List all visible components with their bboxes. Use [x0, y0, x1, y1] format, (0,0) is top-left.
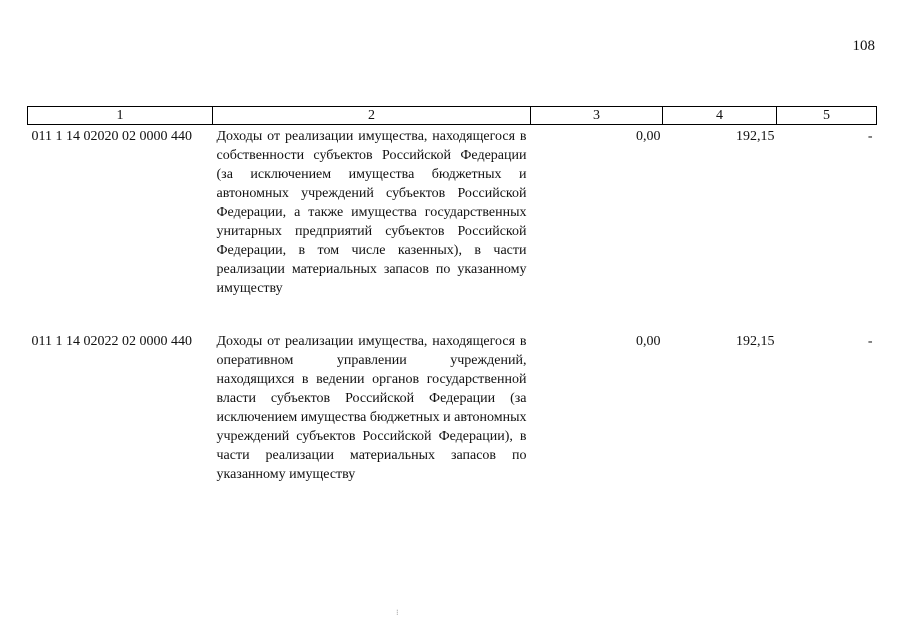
value-column-3: 0,00	[636, 334, 661, 349]
value-column-4: 192,15	[736, 334, 775, 349]
value-column-3: 0,00	[636, 129, 661, 144]
income-description: Доходы от реализации имущества, находящегося в оперативном управлении учреждений, находящихся в ведении органов государственной власти субъектов Российской Федерации (за исключением имущества бюджетных и автономных учреждений субъектов Российской Федерации), в части реализации материальных запасов по указанному имуществу	[216, 334, 527, 482]
column-header-1: 1	[28, 107, 213, 125]
income-description: Доходы от реализации имущества, находящегося в собственности субъектов Российской Федерации (за исключением имущества бюджетных и автономных учреждений субъектов Российской Федерации, а также имущества государственных унитарных предприятий субъектов Российской Федерации, в том числе казенных), в части реализации материальных запасов по указанному имуществу	[216, 129, 527, 296]
table-row	[28, 125, 877, 329]
scan-artifact-mark: ⁝	[396, 608, 399, 617]
column-header-4: 4	[663, 107, 777, 125]
column-header-3: 3	[531, 107, 663, 125]
budget-code: 011 1 14 02020 02 0000 440	[31, 129, 192, 144]
budget-code: 011 1 14 02022 02 0000 440	[31, 334, 192, 349]
column-header-2: 2	[213, 107, 531, 125]
column-header-5: 5	[777, 107, 877, 125]
table-row	[28, 328, 877, 484]
budget-income-table	[27, 106, 877, 484]
page-number: 108	[852, 38, 875, 54]
value-column-5: -	[867, 334, 873, 349]
value-column-4: 192,15	[736, 129, 775, 144]
table-header-row	[28, 107, 877, 125]
value-column-5: -	[867, 129, 873, 144]
